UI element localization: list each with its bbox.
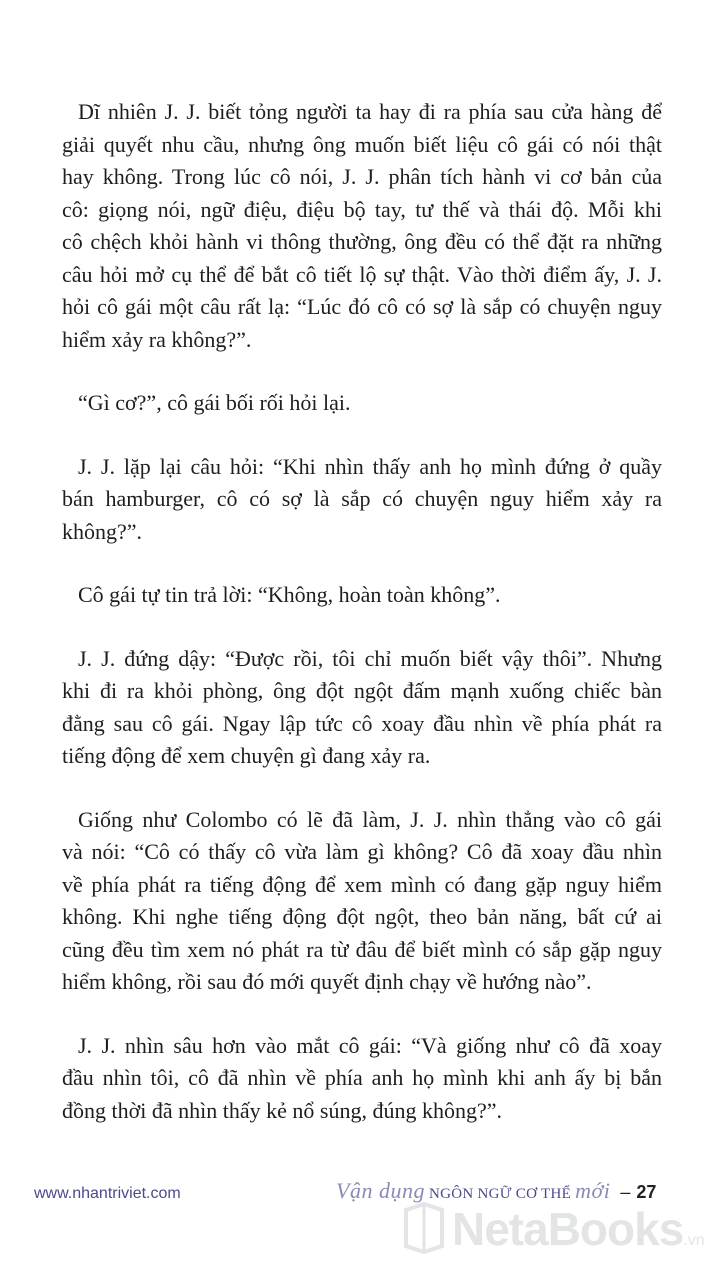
body-paragraph [62,96,662,356]
text-line: Cô gái tự tin trả lời: “Không, hoàn toàn không”. [78,582,501,607]
publisher-website[interactable]: www.nhantriviet.com [34,1185,181,1202]
text-line: không. Khi nghe tiếng động đột ngột, theo bản năng, bất cứ ai [62,904,662,929]
body-paragraph [62,1030,662,1128]
body-paragraph [62,643,662,773]
text-line: bán hamburger, cô có sợ là sắp có chuyện nguy hiểm xảy ra [62,486,662,511]
text-line: Giống như Colombo có lẽ đã làm, J. J. nhìn thẳng vào cô gái [78,806,662,832]
body-paragraph [62,579,662,612]
text-line: J. J. nhìn sâu hơn vào mắt cô gái: “Và giống như cô đã xoay [78,1032,662,1058]
text-line: về phía phát ra tiếng động để xem mình có đang gặp nguy hiểm [62,871,662,897]
text-line: hiểm không, rồi sau đó mới quyết định chạy về hướng nào”. [62,969,592,994]
text-line: J. J. lặp lại câu hỏi: “Khi nhìn thấy anh họ mình đứng ở quầy [78,453,662,479]
watermark-text: NetaBooks.vn [452,1203,705,1255]
text-line: cô chệch khỏi hành vi thông thường, ông đều có thể đặt ra những [62,229,662,254]
text-line: tiếng động để xem chuyện gì đang xảy ra. [62,743,431,768]
text-line: giải quyết nhu cầu, nhưng ông muốn biết liệu cô gái có nói thật [62,131,662,157]
watermark-book-icon [400,1200,448,1256]
text-line: không?”. [62,518,143,544]
page-body [62,96,662,1158]
text-line: hỏi cô gái một câu rất lạ: “Lúc đó cô có sợ là sắp có chuyện nguy [62,294,662,319]
watermark [400,1200,705,1260]
running-title-caps: NGÔN NGỮ CƠ THỂ [428,1186,572,1202]
text-line: đằng sau cô gái. Ngay lập tức cô xoay đầu nhìn về phía phát ra [62,710,662,736]
body-paragraph [62,387,662,420]
text-line: cũng đều tìm xem nó phát ra từ đâu để biết mình có sắp gặp nguy [62,936,662,962]
text-line: J. J. đứng dậy: “Được rồi, tôi chỉ muốn biết vậy thôi”. Nhưng [78,645,662,671]
text-line: đồng thời đã nhìn thấy kẻ nổ súng, đúng không?”. [62,1097,502,1123]
page-number-dash: – [620,1182,631,1202]
text-line: câu hỏi mở cụ thể để bắt cô tiết lộ sự thật. Vào thời điểm ấy, J. J. [62,261,662,287]
text-line: “Gì cơ?”, cô gái bối rối hỏi lại. [78,390,351,415]
body-paragraph [62,804,662,999]
page-number: 27 [636,1182,657,1202]
text-line: hiểm xảy ra không?”. [62,326,252,352]
running-title-script-2: mới [575,1178,611,1203]
text-line: và nói: “Cô có thấy cô vừa làm gì không? Cô đã xoay đầu nhìn [62,839,662,864]
text-line: đầu nhìn tôi, cô đã nhìn về phía anh họ mình khi anh ấy bị bắn [62,1065,662,1090]
text-line: khi đi ra khỏi phòng, ông đột ngột đấm mạnh xuống chiếc bàn [62,678,662,703]
text-line: Dĩ nhiên J. J. biết tỏng người ta hay đi ra phía sau cửa hàng để [78,99,662,124]
running-title-script-1: Vận dụng [336,1178,425,1203]
text-line: cô: giọng nói, ngữ điệu, điệu bộ tay, tư thế và thái độ. Mỗi khi [62,196,662,222]
text-line: hay không. Trong lúc cô nói, J. J. phân tích hành vi cơ bản của [62,164,662,189]
body-paragraph [62,451,662,549]
